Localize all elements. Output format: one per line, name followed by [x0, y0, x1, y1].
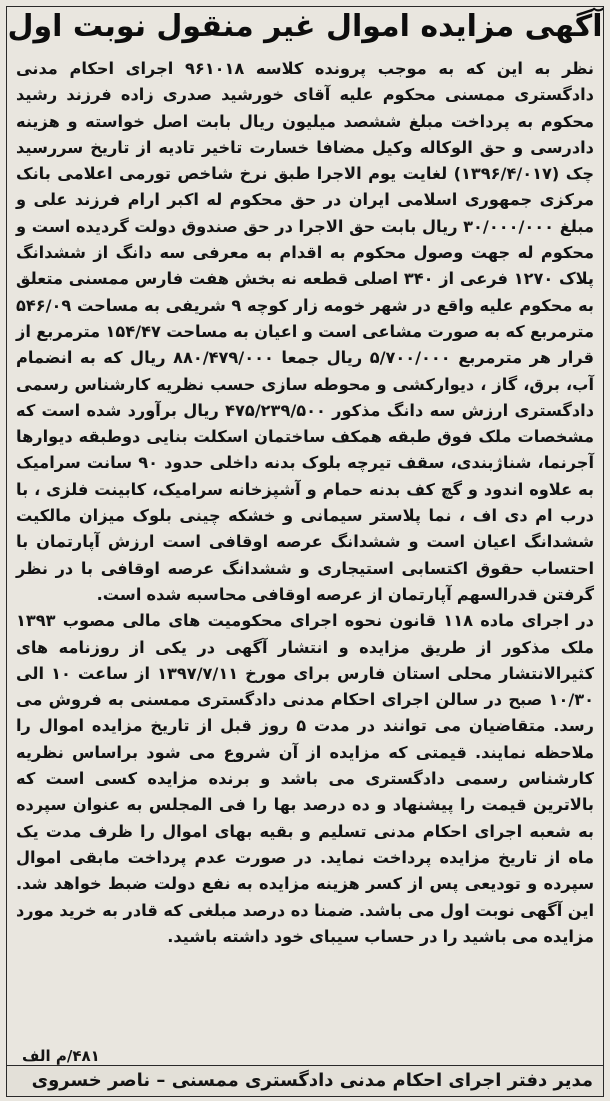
reference-code: ۴۸۱/م الف — [22, 1047, 100, 1065]
notice-title: آگهی مزایده اموال غیر منقول نوبت اول — [7, 9, 603, 44]
notice-paragraph-2: در اجرای ماده ۱۱۸ قانون نحوه اجرای محکومیت های مالی مصوب ۱۳۹۳ ملک مذکور از طریق مزایده و انتشار آگهی در یکی از روزنامه های کثیرالانتشار محلی استان فارس برای مورخ ۱۳۹۷/۷/۱۱ از ساعت ۱۰ الی ۱۰/۳۰ صبح در سالن اجرای احکام مدنی دادگستری ممسنی به فروش می رسد. متقاضیان می توانند در مدت ۵ روز قبل از تاریخ مزایده اموال را ملاحظه نمایند. قیمتی که مزایده از آن شروع می شود براساس نظریه کارشناس رسمی دادگستری می باشد و برنده مزایده کسی است که بالاترین قیمت را پیشنهاد و ده درصد بها را فی المجلس به عنوان سپرده به شعبه اجرای احکام مدنی تسلیم و بقیه بهای اموال را ظرف مدت یک ماه از تاریخ مزایده پرداخت نماید. در صورت عدم پرداخت مابقی اموال سپرده و تودیعی پس از کسر هزینه مزایده به نفع دولت ضبط خواهد شد. این آگهی نوبت اول می باشد. ضمنا ده درصد مبلغی که قادر به خرید مورد مزایده می باشید را در حساب سیبای خود داشته باشید. — [16, 611, 594, 946]
signature-line: مدیر دفتر اجرای احکام مدنی دادگستری ممسنی – ناصر خسروی — [7, 1065, 603, 1096]
notice-paragraph-1: نظر به این که به موجب پرونده کلاسه ۹۶۱۰۱۸ اجرای احکام مدنی دادگستری ممسنی محکوم علیه آقای خورشید صدری زاده فرزند رشید محکوم به پرداخت مبلغ ششصد میلیون ریال بابت اصل خواسته و هزینه دادرسی و حق الوکاله وکیل مضافا خسارت تاخیر تادیه از تاریخ سررسید چک (۱۳۹۶/۴/۰۱۷) لغایت یوم الاجرا طبق نرخ شاخص تورمی اعلامی بانک مرکزی جمهوری اسلامی ایران در حق محکوم له اکبر ارام فرزند علی و مبلغ ۳۰/۰۰۰/۰۰۰ ریال بابت حق الاجرا در حق صندوق دولت گردیده است و محکوم له جهت وصول محکوم به اقدام به معرفی سه دانگ از ششدانگ پلاک ۱۲۷۰ فرعی از ۳۴۰ اصلی قطعه نه بخش هفت فارس ممسنی متعلق به محکوم علیه واقع در شهر خومه زار کوچه ۹ شریفی به مساحت ۵۴۶/۰۹ مترمربع که به صورت مشاعی است و اعیان به مساحت ۱۵۴/۴۷ مترمربع از قرار هر مترمربع ۵/۷۰۰/۰۰۰ ریال جمعا ۸۸۰/۴۷۹/۰۰۰ ریال که به انضمام آب، برق، گاز ، دیوارکشی و محوطه سازی حسب نظریه کارشناس رسمی دادگستری ارزش سه دانگ مذکور ۴۷۵/۲۳۹/۵۰۰ ریال برآورد شده است که مشخصات ملک فوق طبقه همکف ساختمان اسکلت بنایی دوطبقه دیوارها آجرنما، شناژبندی، سقف تیرچه بلوک بدنه داخلی حدود ۹۰ سانت سرامیک به علاوه اندود و گچ کف بدنه حمام و آشپزخانه سرامیک، کابینت فلزی ، با درب ام دی اف ، نما پلاستر سیمانی و خشکه چینی بلوک میزان مالکیت ششدانگ اعیان است و ششدانگ عرصه اوقافی است ارزش آپارتمان با احتساب حقوق اکتسابی استیجاری و ششدانگ عرصه اوقافی با در نظر گرفتن قدرالسهم آپارتمان از عرصه اوقافی محاسبه شده است. — [16, 59, 595, 604]
notice-body — [16, 56, 594, 950]
